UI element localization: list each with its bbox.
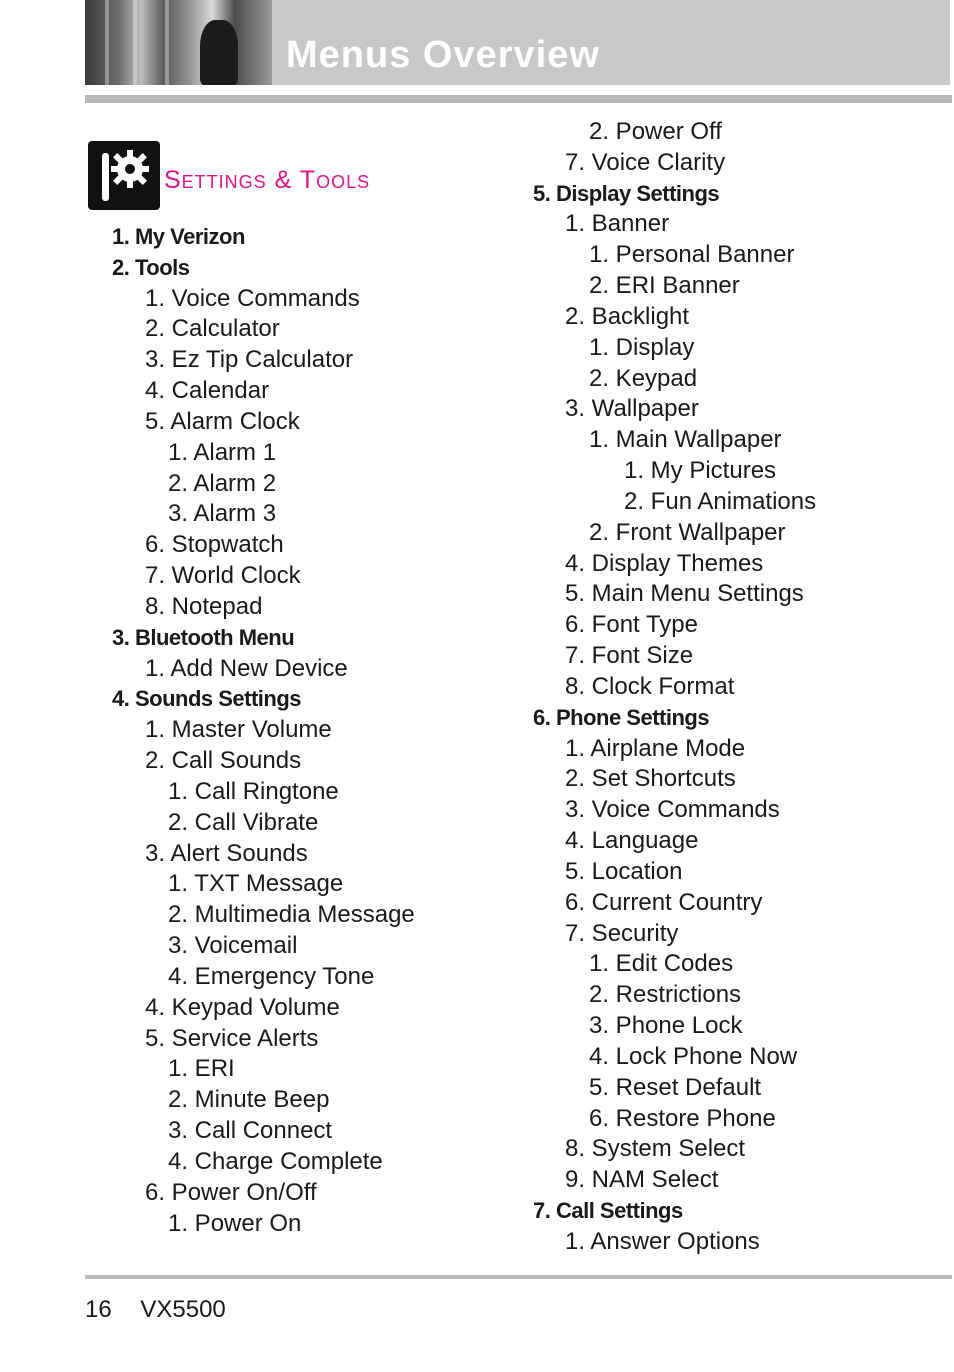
header-divider bbox=[85, 95, 952, 103]
menu-item: 7. Security bbox=[565, 919, 679, 947]
menu-section-heading: 2. Tools bbox=[112, 254, 190, 280]
menu-item: 1. ERI bbox=[168, 1055, 235, 1083]
menu-item: 1. Main Wallpaper bbox=[589, 426, 782, 454]
menu-item: 2. Call Sounds bbox=[145, 747, 302, 775]
menu-item: 6. Power On/Off bbox=[145, 1178, 317, 1206]
menu-item: 5. Main Menu Settings bbox=[565, 580, 804, 608]
menu-item: 3. Voice Commands bbox=[565, 796, 780, 824]
menu-item: 5. Location bbox=[565, 857, 683, 885]
page-title: Menus Overview bbox=[286, 34, 600, 76]
person-silhouette bbox=[200, 20, 238, 85]
menu-item: 7. Font Size bbox=[565, 642, 694, 670]
header-bar bbox=[272, 0, 950, 85]
menu-item: 6. Current Country bbox=[565, 888, 763, 916]
menu-item: 1. My Pictures bbox=[624, 457, 777, 485]
menu-item: 6. Stopwatch bbox=[145, 531, 284, 559]
menu-item: 2. Call Vibrate bbox=[168, 808, 319, 836]
menu-item: 3. Ez Tip Calculator bbox=[145, 346, 354, 374]
menu-item: 5. Service Alerts bbox=[145, 1024, 319, 1052]
menu-item: 8. System Select bbox=[565, 1135, 746, 1163]
menu-item: 3. Call Connect bbox=[168, 1117, 333, 1145]
menu-item: 1. Banner bbox=[565, 210, 670, 238]
menu-item: 3. Alarm 3 bbox=[168, 500, 277, 528]
menu-item: 3. Phone Lock bbox=[589, 1012, 743, 1040]
menu-section-heading: 1. My Verizon bbox=[112, 224, 245, 249]
menu-item: 4. Display Themes bbox=[565, 549, 764, 577]
menu-item: 1. Master Volume bbox=[145, 716, 332, 744]
menu-item: 8. Clock Format bbox=[565, 672, 735, 700]
menu-item: 2. Power Off bbox=[589, 118, 722, 145]
menu-item: 2. Set Shortcuts bbox=[565, 765, 736, 793]
menu-item: 2. Fun Animations bbox=[624, 487, 817, 515]
section-title: Settings & Tools bbox=[164, 166, 371, 194]
menu-item: 3. Alert Sounds bbox=[145, 839, 308, 867]
menu-item: 4. Emergency Tone bbox=[168, 962, 375, 990]
menu-item: 1. TXT Message bbox=[168, 870, 344, 898]
model-name: VX5500 bbox=[140, 1296, 226, 1323]
menu-item: 2. Backlight bbox=[565, 302, 690, 330]
menu-item: 1. Add New Device bbox=[145, 654, 348, 682]
menu-item: 1. Airplane Mode bbox=[565, 734, 746, 762]
menu-item: 1. Power On bbox=[168, 1209, 302, 1237]
menu-item: 2. Alarm 2 bbox=[168, 469, 277, 497]
menu-section-heading: 5. Display Settings bbox=[533, 180, 720, 206]
menu-item: 6. Font Type bbox=[565, 611, 698, 639]
page-footer bbox=[85, 1296, 248, 1324]
settings-tools-icon bbox=[88, 141, 160, 210]
menu-item: 1. Personal Banner bbox=[589, 241, 795, 269]
menu-item: 1. Call Ringtone bbox=[168, 777, 339, 805]
menu-item: 5. Reset Default bbox=[589, 1073, 762, 1101]
menu-item: 4. Language bbox=[565, 827, 699, 855]
menu-item: 1. Voice Commands bbox=[145, 284, 360, 312]
menu-item: 8. Notepad bbox=[145, 592, 263, 620]
menu-item: 7. Voice Clarity bbox=[565, 148, 726, 176]
menu-section-heading: 7. Call Settings bbox=[533, 1198, 683, 1224]
page-number: 16 bbox=[85, 1296, 112, 1323]
menu-item: 4. Keypad Volume bbox=[145, 993, 340, 1021]
menu-item: 4. Charge Complete bbox=[168, 1147, 383, 1175]
menu-item: 6. Restore Phone bbox=[589, 1104, 776, 1132]
menu-item: 3. Wallpaper bbox=[565, 395, 699, 423]
menu-item: 2. Front Wallpaper bbox=[589, 518, 786, 546]
menu-item: 1. Edit Codes bbox=[589, 950, 734, 978]
menu-item: 2. Minute Beep bbox=[168, 1086, 330, 1114]
menu-item: 7. World Clock bbox=[145, 562, 301, 590]
header-photo bbox=[85, 0, 272, 85]
menu-item: 2. Restrictions bbox=[589, 981, 742, 1009]
menu-item: 9. NAM Select bbox=[565, 1166, 719, 1194]
menu-item: 4. Lock Phone Now bbox=[589, 1042, 798, 1070]
menu-section-heading: 4. Sounds Settings bbox=[112, 686, 302, 712]
menu-item: 2. Multimedia Message bbox=[168, 901, 415, 929]
menu-item: 2. Keypad bbox=[589, 364, 698, 392]
menu-item: 4. Calendar bbox=[145, 377, 270, 405]
menu-section-heading: 6. Phone Settings bbox=[533, 704, 710, 730]
menu-item: 3. Voicemail bbox=[168, 932, 298, 960]
menu-item: 2. Calculator bbox=[145, 315, 280, 343]
footer-divider bbox=[85, 1275, 952, 1279]
menu-item: 5. Alarm Clock bbox=[145, 407, 300, 435]
menu-item: 1. Display bbox=[589, 333, 695, 361]
menu-item: 2. ERI Banner bbox=[589, 272, 740, 300]
menu-item: 1. Answer Options bbox=[565, 1227, 760, 1255]
menu-section-heading: 3. Bluetooth Menu bbox=[112, 624, 295, 650]
menu-item: 1. Alarm 1 bbox=[168, 438, 277, 466]
